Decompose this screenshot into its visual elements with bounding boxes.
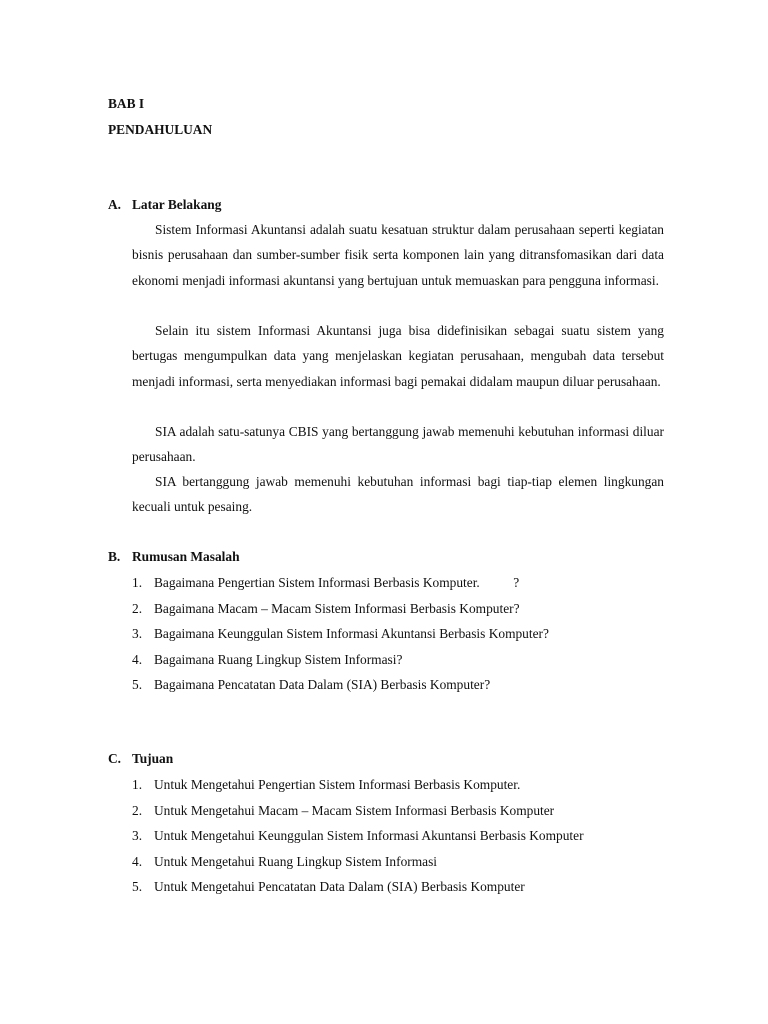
section-b-letter: B. [108,549,121,564]
section-b-title: Rumusan Masalah [132,549,240,564]
list-item: 2. Untuk Mengetahui Macam – Macam Sistem Informasi Berbasis Komputer [132,802,555,818]
list-item: 4. Bagaimana Ruang Lingkup Sistem Informasi? [132,651,403,667]
section-a-paragraph-4: SIA bertanggung jawab memenuhi kebutuhan informasi bagi tiap-tiap elemen lingkungan kecuali untuk pesaing. [132,474,664,515]
section-b-heading [108,549,240,565]
section-a-heading [108,197,221,213]
section-a-title: Latar Belakang [132,197,222,212]
section-c-heading [108,751,173,767]
list-item: 3. Bagaimana Keunggulan Sistem Informasi Akuntansi Berbasis Komputer? [132,626,549,641]
list-item: 4. Untuk Mengetahui Ruang Lingkup Sistem Informasi [132,853,438,869]
section-a-paragraph-3: SIA adalah satu-satunya CBIS yang bertanggung jawab memenuhi kebutuhan informasi diluar perusahaan. [132,424,664,465]
section-a-letter: A. [108,197,122,212]
list-item: 5. Bagaimana Pencatatan Data Dalam (SIA) Berbasis Komputer? [132,677,491,692]
section-a-paragraph-2: Selain itu sistem Informasi Akuntansi juga bisa didefinisikan sebagai suatu sistem yang bertugas mengumpulkan data yang menjelaskan kegiatan perusahaan, mengubah data tersebut menjadi informasi, serta menyediakan informasi bagi pemakai didalam maupun diluar perusahaan. [132,323,664,389]
list-item: 1. Bagaimana Pengertian Sistem Informasi Berbasis Komputer. ? [132,575,520,590]
section-c-letter: C. [108,751,122,766]
section-c-list [132,776,584,904]
chapter-title: PENDAHULUAN [108,122,213,137]
list-item: 3. Untuk Mengetahui Keunggulan Sistem Informasi Akuntansi Berbasis Komputer [132,828,584,843]
section-c-title: Tujuan [132,751,174,766]
list-item: 1. Untuk Mengetahui Pengertian Sistem Informasi Berbasis Komputer. [132,777,521,792]
section-b-list [132,574,549,702]
list-item: 2. Bagaimana Macam – Macam Sistem Informasi Berbasis Komputer? [132,600,520,616]
chapter-number: BAB I [108,96,145,111]
list-item: 5. Untuk Mengetahui Pencatatan Data Dalam (SIA) Berbasis Komputer [132,879,525,894]
section-a-paragraph-1: Sistem Informasi Akuntansi adalah suatu kesatuan struktur dalam perusahaan seperti kegiatan bisnis perusahaan dan sumber-sumber fisik serta komponen lain yang ditransfomasikan dari data ekonomi menjadi informasi akuntansi yang bertujuan untuk memuaskan para pengguna informasi. [132,222,664,288]
